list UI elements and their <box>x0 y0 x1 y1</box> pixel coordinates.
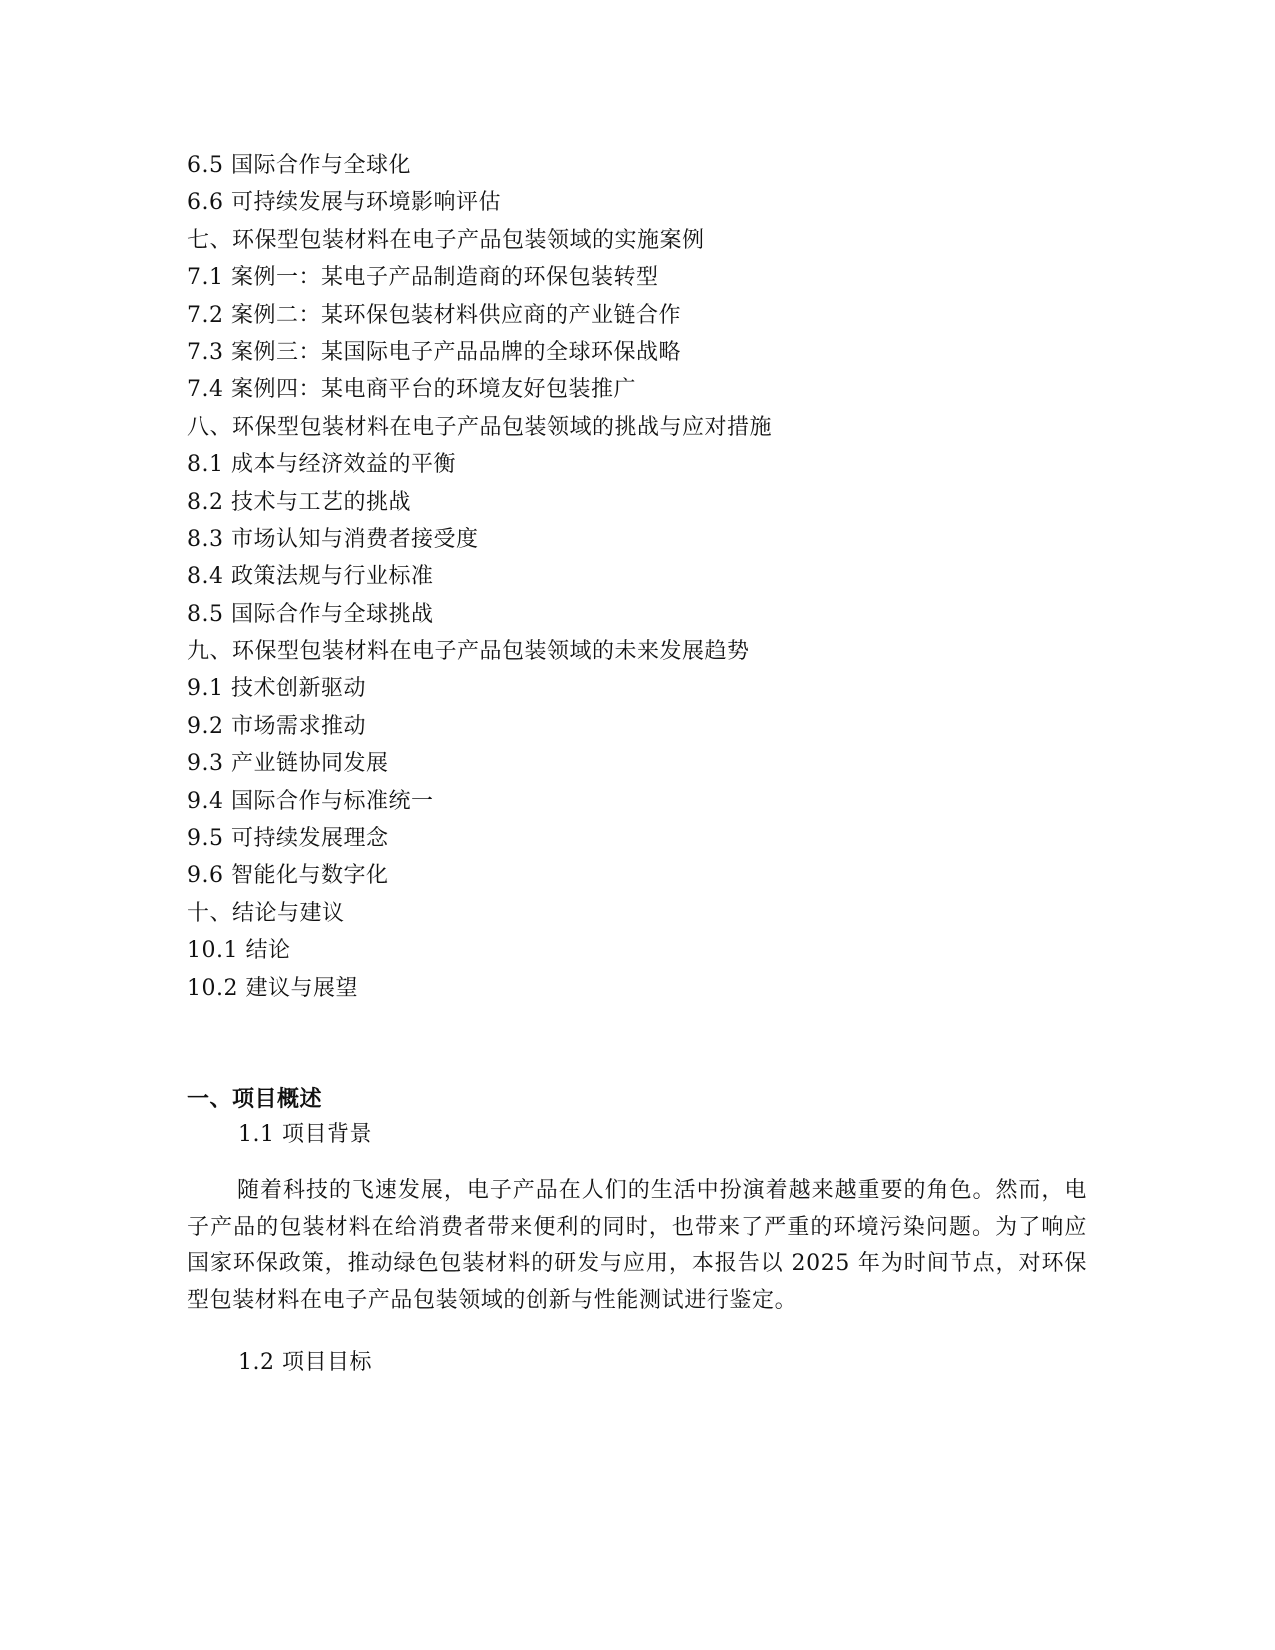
toc-item: 7.3 案例三：某国际电子产品品牌的全球环保战略 <box>187 339 681 365</box>
subsection-heading-goals: 1.2 项目目标 <box>238 1350 372 1375</box>
toc-item: 8.4 政策法规与行业标准 <box>187 564 434 590</box>
toc-chapter: 七、环保型包装材料在电子产品包装领域的实施案例 <box>187 227 705 253</box>
toc-item: 8.5 国际合作与全球挑战 <box>187 601 434 627</box>
toc-item: 9.4 国际合作与标准统一 <box>187 788 434 814</box>
toc-item: 6.5 国际合作与全球化 <box>187 153 411 178</box>
toc-item: 8.3 市场认知与消费者接受度 <box>187 526 479 552</box>
body-paragraph: 随着科技的飞速发展，电子产品在人们的生活中扮演着越来越重要的角色。然而，电子产品的包装材料在给消费者带来便利的同时，也带来了严重的环境污染问题。为了响应国家环保政策，推动绿色包装材料的研发与应用，本报告以 2025 年为时间节点，对环保型包装材料在电子产品包装领域的创新与性能测试进行鉴定。 <box>187 1178 1087 1313</box>
toc-item: 7.1 案例一：某电子产品制造商的环保包装转型 <box>187 265 659 291</box>
toc-item: 8.1 成本与经济效益的平衡 <box>187 452 456 478</box>
toc-item: 8.2 技术与工艺的挑战 <box>187 489 411 515</box>
toc-item: 9.6 智能化与数字化 <box>187 863 389 889</box>
toc-item: 9.2 市场需求推动 <box>187 713 366 739</box>
toc-item: 10.1 结论 <box>187 938 291 964</box>
section-heading: 一、项目概述 <box>187 1086 323 1112</box>
toc-item: 9.1 技术创新驱动 <box>187 676 366 702</box>
table-of-contents <box>187 147 1087 1007</box>
toc-chapter: 十、结论与建议 <box>187 900 345 926</box>
toc-item: 9.3 产业链协同发展 <box>187 751 389 777</box>
toc-item: 10.2 建议与展望 <box>187 975 358 1001</box>
toc-chapter: 九、环保型包装材料在电子产品包装领域的未来发展趋势 <box>187 639 750 665</box>
toc-item: 9.5 可持续发展理念 <box>187 826 389 852</box>
subsection-heading-background: 1.1 项目背景 <box>238 1122 372 1147</box>
toc-item: 6.6 可持续发展与环境影响评估 <box>187 190 501 216</box>
toc-item: 7.2 案例二：某环保包装材料供应商的产业链合作 <box>187 302 681 328</box>
toc-chapter: 八、环保型包装材料在电子产品包装领域的挑战与应对措施 <box>187 414 773 440</box>
toc-item: 7.4 案例四：某电商平台的环境友好包装推广 <box>187 377 636 403</box>
